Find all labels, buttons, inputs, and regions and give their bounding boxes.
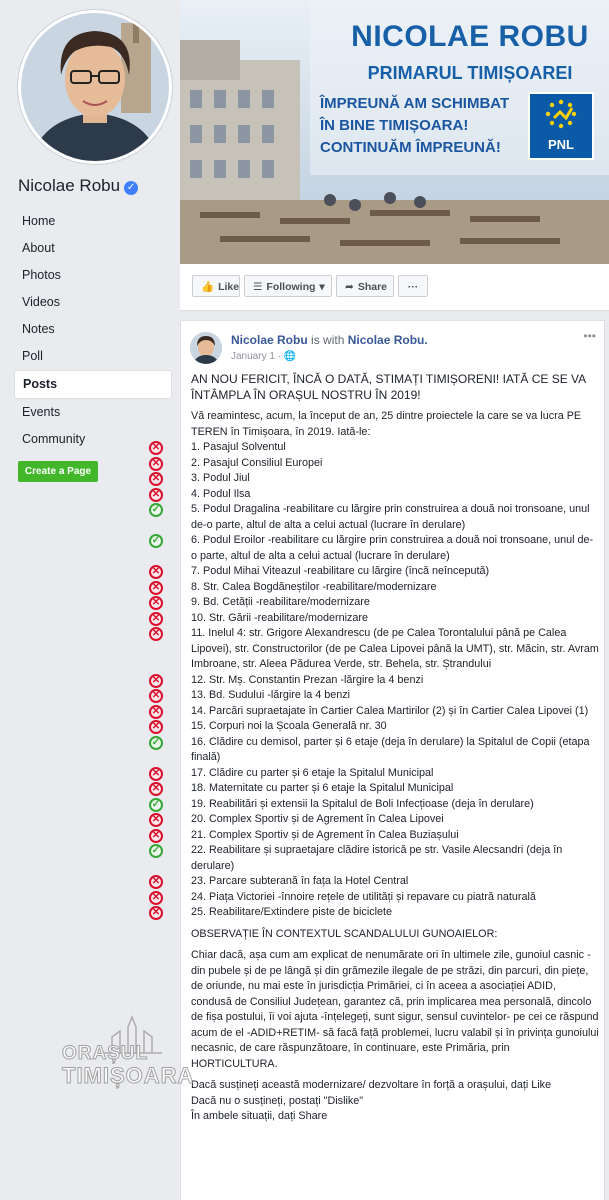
post-author-name[interactable]: Nicolae Robu <box>231 333 308 347</box>
post-text <box>151 371 599 1125</box>
tagged-name[interactable]: Nicolae Robu. <box>347 333 428 347</box>
project-item-text: 3. Podul Jiul <box>191 472 250 484</box>
project-item-text: 6. Podul Eroilor -reabilitare cu lărgire prin construirea a două noi tronsoane, unul de-o parte, altul de alta a celui actual (lucrare în derulare) <box>191 534 594 562</box>
project-item <box>151 626 599 673</box>
share-page-button[interactable] <box>336 275 394 297</box>
project-item-text: 24. Piața Victoriei -înnoire rețele de utilități și repavare cu piatră naturală <box>191 890 536 903</box>
nav-about[interactable]: About <box>22 241 55 255</box>
post-author-avatar[interactable] <box>190 332 222 364</box>
post-options-icon[interactable]: ••• <box>583 329 596 343</box>
cross-icon: ✕ <box>149 674 163 688</box>
post-author-line <box>231 333 428 347</box>
author-avatar-icon <box>190 332 222 364</box>
project-item-text: 11. Inelul 4: str. Grigore Alexandrescu (de pe Calea Torontalului până pe Calea Lipovei), str. Constructorilor (de pe Calea Lipovei până la UMT), str. Măcin, str. Avram Imbroane, str. Aleea Pădurea Verde, str. Behela, str. Ștrandului <box>191 627 599 670</box>
check-icon: ✓ <box>149 503 163 517</box>
cross-icon: ✕ <box>149 472 163 486</box>
project-item <box>151 797 599 813</box>
cross-icon: ✕ <box>149 767 163 781</box>
project-item-text: 16. Clădire cu demisol, parter și 6 etaje (deja în derulare) la Spitalul de Copii (etapa finală) <box>191 735 590 763</box>
cross-icon: ✕ <box>149 906 163 920</box>
chevron-down-icon: ▾ <box>319 281 325 293</box>
observation-paragraph: Chiar dacă, așa cum am explicat de nenumărate ori în ultimele zile, gunoiul casnic -din pubele și de pe lângă și din grămezile ilegale de pe străzi, din parcuri, din piețe, de oriunde, nu mai este în jurisdicția Primăriei, ci în aceea a asociației ADID, condusă de Consiliul Județean, garantez că, prin implicarea mea personală, dincolo de fișa postului, îi voi ajuta -înțelegeți, sunt sigur, sensul cuvintelor- pe cei ce răspund acum de el -ADID+RETIM- să facă față problemei, lucru valabil și în privința gunoiului necasnic, de care răspunzătoare, în continuare, este Primăria, prin HORTICULTURA. <box>191 949 599 1070</box>
create-page-button[interactable]: Create a Page <box>18 461 98 482</box>
project-item <box>151 502 599 533</box>
orasul-timisoara-watermark <box>62 1015 202 1090</box>
nav-photos[interactable]: Photos <box>22 268 61 282</box>
check-icon: ✓ <box>149 844 163 858</box>
closing-line-1: Dacă susțineți această modernizare/ dezvoltare în forță a orașului, dați Like <box>191 1079 552 1091</box>
project-item <box>151 905 599 921</box>
with-text: is with <box>307 333 348 347</box>
project-item <box>151 564 599 580</box>
post-card <box>151 320 605 1200</box>
nav-community[interactable]: Community <box>22 432 86 446</box>
cross-icon: ✕ <box>149 457 163 471</box>
cover-slogan-3: CONTINUĂM ÎMPREUNĂ! <box>320 139 501 156</box>
project-item-text: 15. Corpuri noi la Școala Generală nr. 30 <box>191 720 387 732</box>
post-intro: Vă reamintesc, acum, la început de an, 25 dintre proiectele la care se va lucra PE TEREN în Timișoara, în 2019. Iată-le: <box>191 410 582 438</box>
project-item <box>151 874 599 890</box>
profile-photo-icon <box>21 13 169 161</box>
project-item <box>151 580 599 596</box>
nav-events[interactable]: Events <box>22 405 61 419</box>
project-item <box>151 719 599 735</box>
project-item <box>151 471 599 487</box>
project-item-text: 8. Str. Calea Bogdăneștilor -reabilitare/modernizare <box>191 580 437 593</box>
project-item <box>151 673 599 689</box>
project-item-text: 1. Pasajul Solventul <box>191 441 286 453</box>
project-item <box>151 533 599 564</box>
nav-poll[interactable]: Poll <box>22 349 43 363</box>
share-label: Share <box>357 281 387 293</box>
cross-icon: ✕ <box>149 441 163 455</box>
project-item-text: 5. Podul Dragalina -reabilitare cu lărgire prin construirea a două noi tronsoane, unul de-o parte, altul de alta a celui actual (lucrare în derulare) <box>191 503 590 531</box>
thumbs-up-icon: 👍 <box>201 281 215 293</box>
share-arrow-icon: ➦ <box>345 281 354 293</box>
pnl-logo <box>528 92 594 160</box>
nav-home[interactable]: Home <box>22 214 56 228</box>
like-label: Like <box>218 281 240 293</box>
project-item-text: 14. Parcări supraetajate în Cartier Calea Martirilor (2) și în Cartier Calea Lipovei (1) <box>191 704 589 717</box>
project-item-text: 7. Podul Mihai Viteazul -reabilitare cu lărgire (încă neîncepută) <box>191 565 490 577</box>
page-name-text: Nicolae Robu <box>18 176 121 195</box>
cross-icon: ✕ <box>149 813 163 827</box>
project-item-text: 2. Pasajul Consiliul Europei <box>191 456 323 469</box>
cross-icon: ✕ <box>149 829 163 843</box>
post-date-text: January 1 · <box>231 351 284 362</box>
project-item <box>151 735 599 766</box>
project-item-text: 20. Complex Sportiv și de Agrement în Calea Lipovei <box>191 813 444 825</box>
project-item-text: 4. Podul Ilsa <box>191 487 251 500</box>
cover-slogan-1: ÎMPREUNĂ AM SCHIMBAT <box>320 95 510 112</box>
project-item <box>151 704 599 720</box>
stars-icon <box>530 96 592 136</box>
project-item-text: 23. Parcare subterană în fața la Hotel Central <box>191 875 409 887</box>
project-item-text: 13. Bd. Sudului -lărgire la 4 benzi <box>191 689 351 701</box>
project-item <box>151 611 599 627</box>
post-headline: AN NOU FERICIT, ÎNCĂ O DATĂ, STIMAȚI TIMIȘORENI! IATĂ CE SE VA ÎNTÂMPLA ÎN ORAȘUL NOSTRU ÎN 2019! <box>191 372 586 402</box>
cross-icon: ✕ <box>149 891 163 905</box>
project-item <box>151 781 599 797</box>
project-item-text: 21. Complex Sportiv și de Agrement în Calea Buziașului <box>191 828 459 841</box>
project-item <box>151 766 599 782</box>
cross-icon: ✕ <box>149 596 163 610</box>
post-timestamp[interactable] <box>231 351 296 362</box>
project-item <box>151 812 599 828</box>
project-item <box>151 440 599 456</box>
project-item-text: 19. Reabilitări și extensii la Spitalul de Boli Infecțioase (deja în derulare) <box>191 797 534 810</box>
project-item <box>151 595 599 611</box>
observation-heading: OBSERVAȚIE ÎN CONTEXTUL SCANDALULUI GUNOAIELOR: <box>191 927 498 940</box>
cross-icon: ✕ <box>149 581 163 595</box>
check-icon: ✓ <box>149 534 163 548</box>
cross-icon: ✕ <box>149 689 163 703</box>
profile-picture[interactable] <box>18 10 172 164</box>
more-options-button[interactable]: ··· <box>398 275 428 297</box>
page-action-bar <box>180 264 609 311</box>
cover-slogan-2: ÎN BINE TIMIȘOARA! <box>320 117 469 134</box>
cross-icon: ✕ <box>149 612 163 626</box>
cross-icon: ✕ <box>149 720 163 734</box>
cross-icon: ✕ <box>149 488 163 502</box>
following-label: Following <box>266 281 316 293</box>
cross-icon: ✕ <box>149 565 163 579</box>
nav-posts[interactable]: Posts <box>14 370 172 399</box>
cross-icon: ✕ <box>149 627 163 641</box>
project-item <box>151 688 599 704</box>
check-icon: ✓ <box>149 736 163 750</box>
project-item-text: 17. Clădire cu parter și 6 etaje la Spitalul Municipal <box>191 766 434 779</box>
page-nav <box>14 208 172 453</box>
project-item-text: 10. Str. Gării -reabilitare/modernizare <box>191 611 369 624</box>
closing-line-2: Dacă nu o susțineți, postați "Dislike" <box>191 1094 364 1107</box>
project-item-text: 12. Str. Mș. Constantin Prezan -lărgire la 4 benzi <box>191 673 424 686</box>
cross-icon: ✕ <box>149 875 163 889</box>
project-item-text: 25. Reabilitare/Extindere piste de biciclete <box>191 906 393 918</box>
nav-videos[interactable]: Videos <box>22 295 60 309</box>
closing-line-3: În ambele situații, dați Share <box>191 1110 328 1122</box>
project-item <box>151 843 599 874</box>
cross-icon: ✕ <box>149 782 163 796</box>
watermark-line-1: ORAȘUL <box>62 1043 149 1064</box>
project-item <box>151 890 599 906</box>
watermark-line-2: TIMIȘOARA <box>62 1063 195 1088</box>
cover-subtitle: PRIMARUL TIMIȘOAREI <box>367 63 573 83</box>
cross-icon: ✕ <box>149 705 163 719</box>
nav-notes[interactable]: Notes <box>22 322 55 336</box>
rss-icon: ☰ <box>253 281 263 293</box>
project-item <box>151 487 599 503</box>
project-item-text: 9. Bd. Cetății -reabilitare/modernizare <box>191 596 370 608</box>
project-item-text: 18. Maternitate cu parter și 6 etaje la Spitalul Municipal <box>191 782 454 794</box>
pnl-text: PNL <box>548 137 574 152</box>
check-icon: ✓ <box>149 798 163 812</box>
cover-photo[interactable] <box>180 0 609 264</box>
project-item <box>151 828 599 844</box>
cover-title: NICOLAE ROBU <box>351 20 589 53</box>
project-list <box>151 440 599 921</box>
project-item-text: 22. Reabilitare și supraetajare clădire istorică pe str. Vasile Alecsandri (deja în derulare) <box>191 844 563 872</box>
page-name[interactable] <box>18 176 138 196</box>
like-page-button[interactable] <box>192 275 240 297</box>
globe-icon: 🌐 <box>283 351 297 362</box>
project-item <box>151 456 599 472</box>
verified-badge-icon: ✓ <box>124 181 138 195</box>
following-button[interactable] <box>244 275 332 297</box>
